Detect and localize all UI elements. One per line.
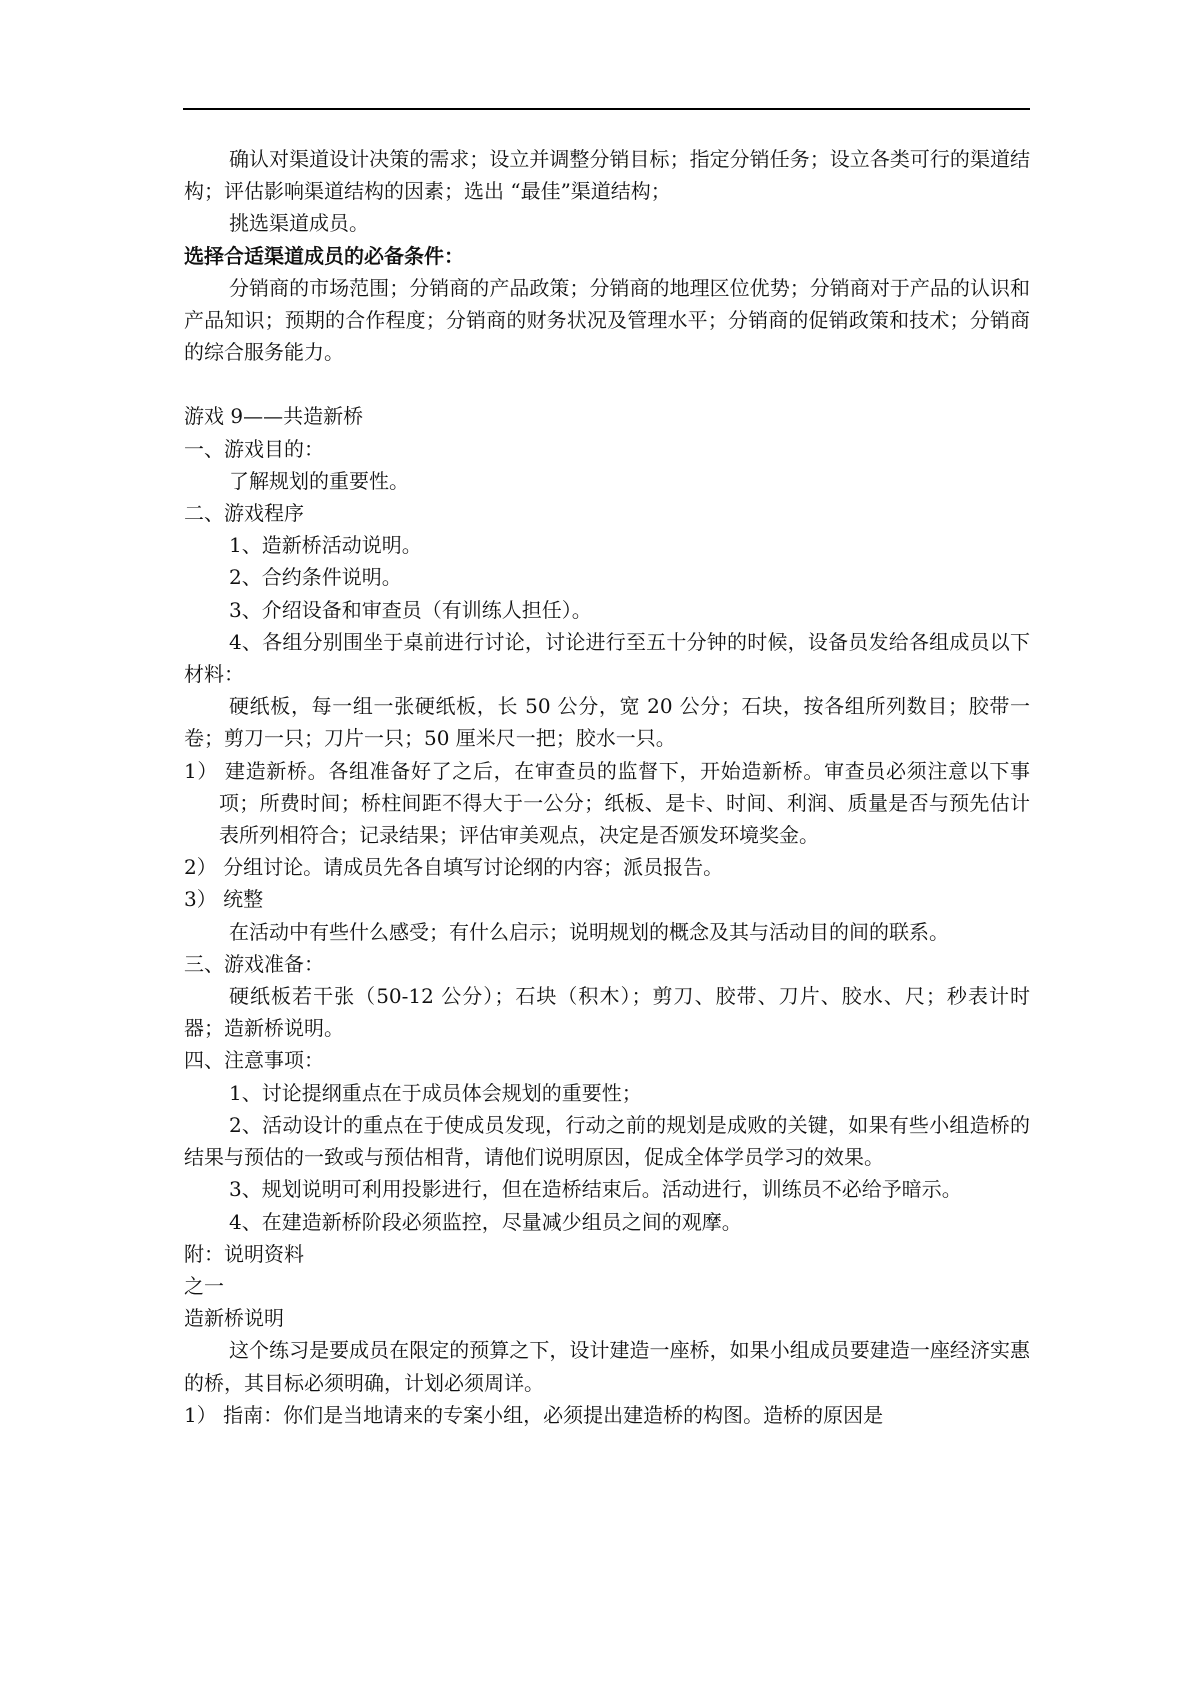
paragraph: 确认对渠道设计决策的需求；设立并调整分销目标；指定分销任务；设立各类可行的渠道结构；评估影响渠道结构的因素；选出 “最佳”渠道结构； (184, 147, 1030, 204)
paragraph: 一、游戏目的： (184, 436, 324, 461)
paragraph: 游戏 9——共造新桥 (184, 404, 364, 429)
paragraph: 2） 分组讨论。请成员先各自填写讨论纲的内容；派员报告。 (184, 855, 724, 880)
paragraph: 分销商的市场范围；分销商的产品政策；分销商的地理区位优势；分销商对于产品的认识和产品知识；预期的合作程度；分销商的财务状况及管理水平；分销商的促销政策和技术；分销商的综合服务能力。 (184, 275, 1030, 365)
paragraph: 1、造新桥活动说明。 (229, 533, 422, 558)
paragraph: 4、在建造新桥阶段必须监控，尽量减少组员之间的观摩。 (229, 1209, 742, 1234)
document-body (184, 143, 1030, 1431)
paragraph: 造新桥说明 (184, 1306, 284, 1331)
paragraph: 二、游戏程序 (184, 501, 304, 526)
paragraph: 2、合约条件说明。 (229, 565, 402, 590)
paragraph: 了解规划的重要性。 (229, 468, 409, 493)
paragraph: 挑选渠道成员。 (229, 211, 369, 236)
paragraph: 选择合适渠道成员的必备条件： (184, 243, 464, 268)
paragraph: 1） 指南：你们是当地请来的专案小组，必须提出建造桥的构图。造桥的原因是 (184, 1402, 884, 1427)
paragraph: 1、讨论提纲重点在于成员体会规划的重要性； (229, 1080, 642, 1105)
paragraph: 这个练习是要成员在限定的预算之下，设计建造一座桥，如果小组成员要建造一座经济实惠的桥，其目标必须明确，计划必须周详。 (184, 1338, 1030, 1395)
paragraph: 附：说明资料 (184, 1241, 304, 1266)
paragraph: 在活动中有些什么感受；有什么启示；说明规划的概念及其与活动目的间的联系。 (229, 919, 949, 944)
paragraph: 三、游戏准备： (184, 951, 324, 976)
paragraph: 硬纸板，每一组一张硬纸板，长 50 公分，宽 20 公分；石块，按各组所列数目；胶带一卷；剪刀一只；刀片一只；50 厘米尺一把；胶水一只。 (184, 694, 1030, 751)
blank-line (184, 368, 1030, 400)
paragraph: 2、活动设计的重点在于使成员发现，行动之前的规划是成败的关键，如果有些小组造桥的结果与预估的一致或与预估相背，请他们说明原因，促成全体学员学习的效果。 (184, 1112, 1030, 1170)
paragraph: 硬纸板若干张（50-12 公分）；石块（积木）；剪刀、胶带、刀片、胶水、尺；秒表计时器；造新桥说明。 (184, 984, 1030, 1041)
paragraph: 3、规划说明可利用投影进行，但在造桥结束后。活动进行，训练员不必给予暗示。 (229, 1177, 962, 1202)
header-rule (183, 108, 1030, 110)
paragraph: 3） 统整 (184, 887, 264, 912)
paragraph: 4、各组分别围坐于桌前进行讨论，讨论进行至五十分钟的时候，设备员发给各组成员以下材料： (184, 629, 1030, 687)
paragraph: 1） 建造新桥。各组准备好了之后，在审查员的监督下，开始造新桥。审查员必须注意以下事项；所费时间；桥柱间距不得大于一公分；纸板、是卡、时间、利润、质量是否与预先估计表所列相符合；记录结果；评估审美观点，决定是否颁发环境奖金。 (184, 758, 1030, 848)
paragraph: 之一 (184, 1273, 224, 1298)
paragraph: 四、注意事项： (184, 1048, 324, 1073)
paragraph: 3、介绍设备和审查员（有训练人担任）。 (229, 597, 592, 622)
